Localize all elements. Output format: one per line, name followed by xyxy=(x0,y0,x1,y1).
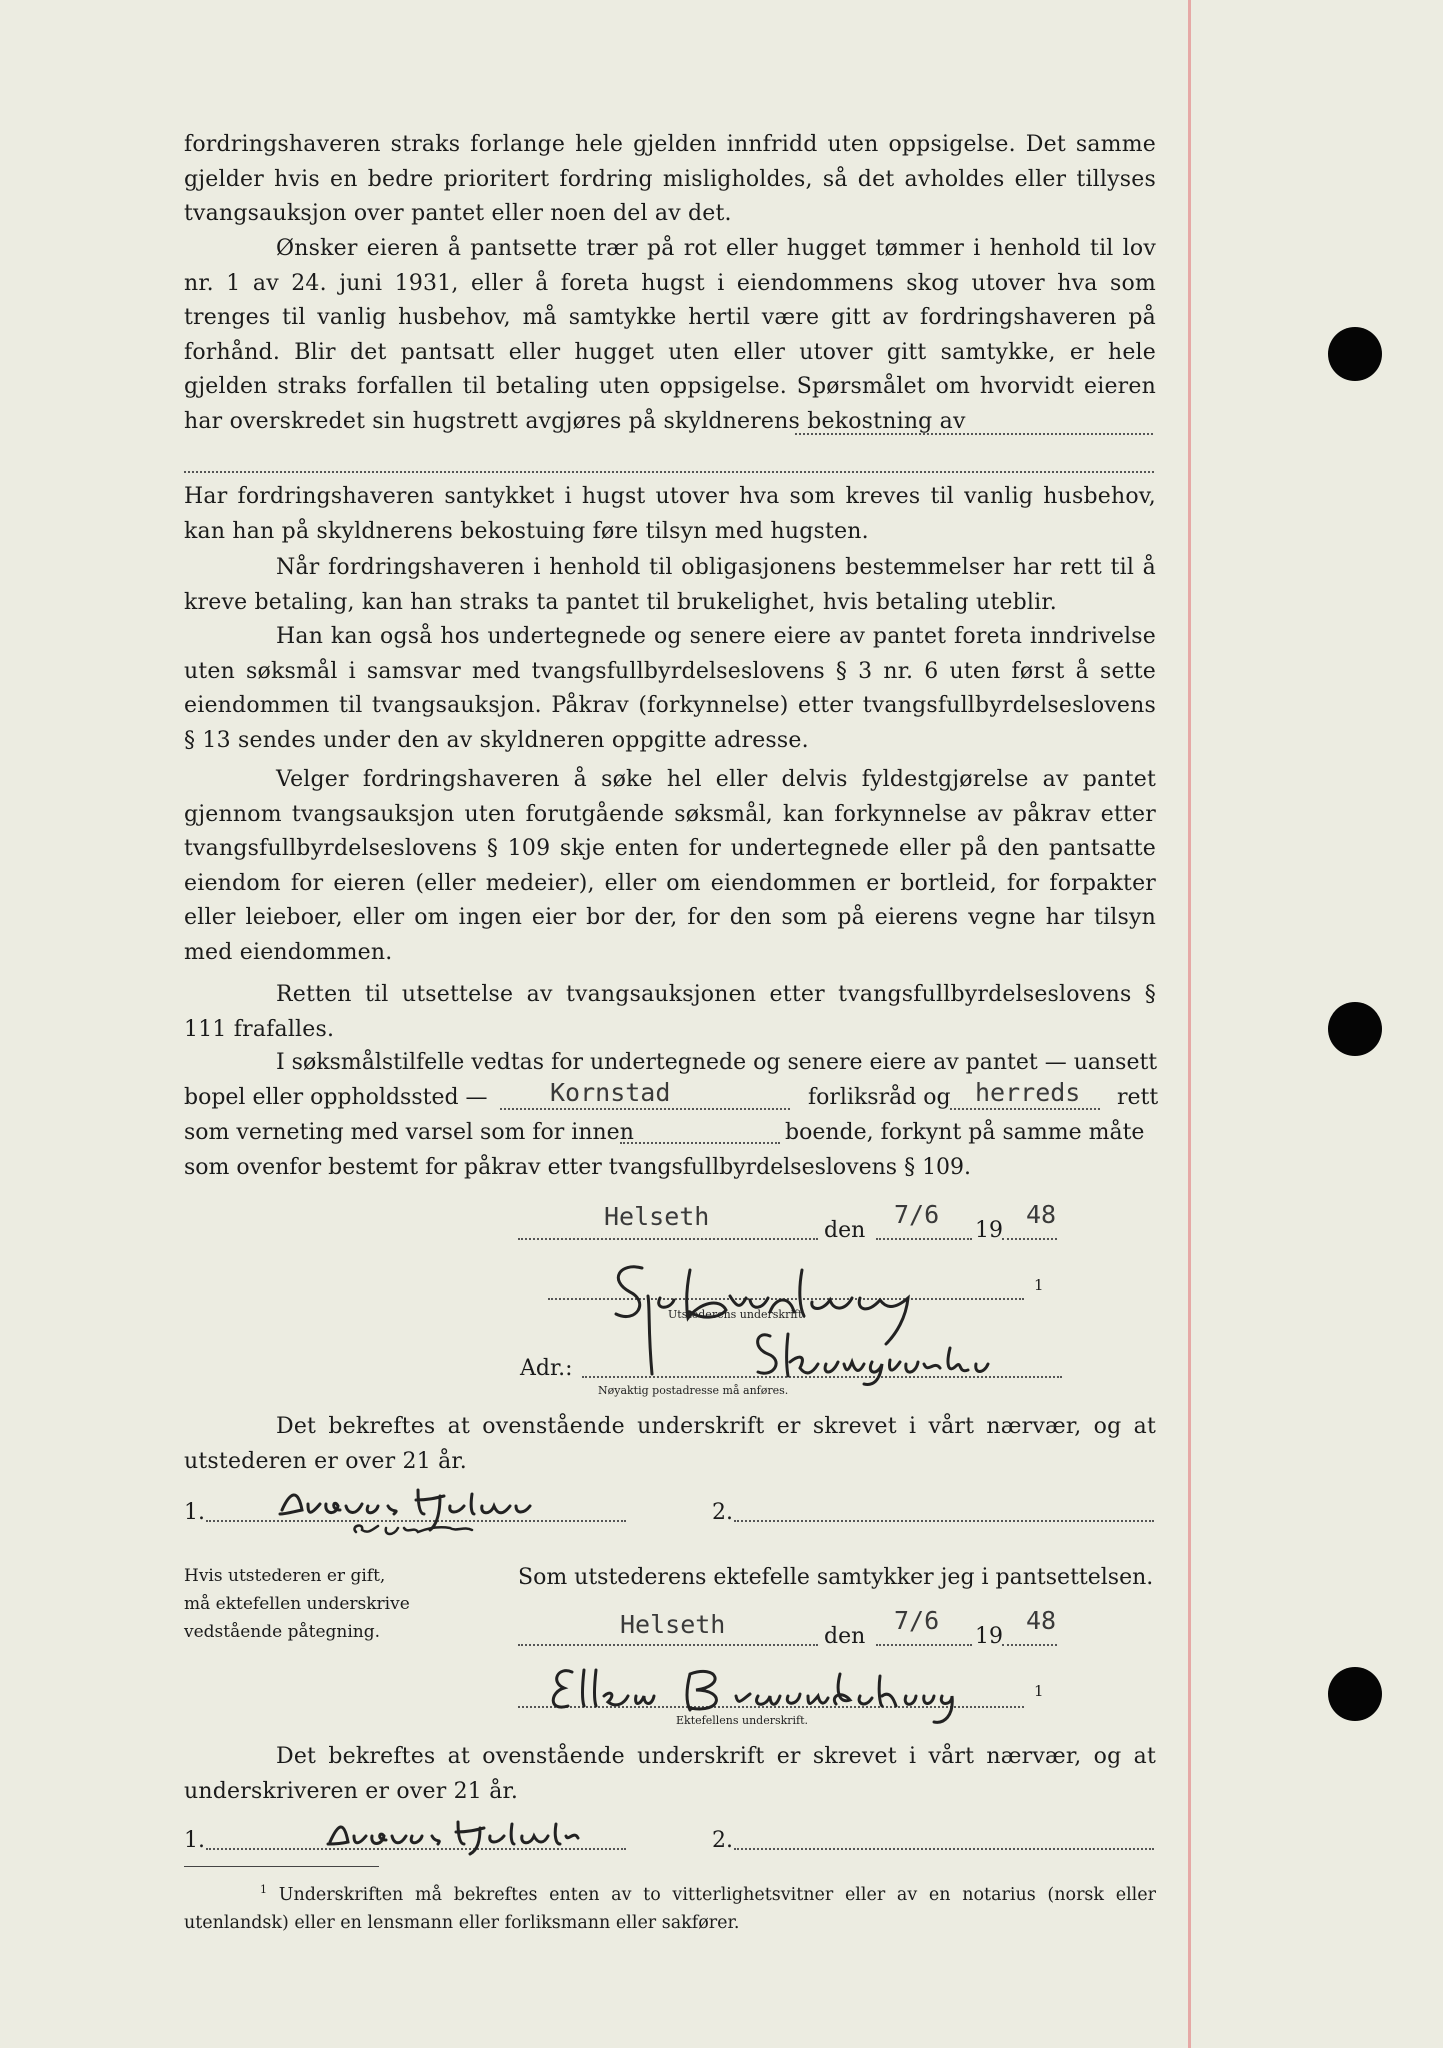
typed-place: Kornstad xyxy=(550,1078,671,1107)
typed-issuer-year: 48 xyxy=(1026,1200,1057,1229)
fill-line-spouse-place xyxy=(518,1644,818,1646)
typed-spouse-date: 7/6 xyxy=(894,1606,940,1635)
witness-1-line-2 xyxy=(734,1520,1154,1522)
binder-hole-3 xyxy=(1328,1667,1382,1721)
footnote xyxy=(184,1876,1156,1937)
fill-line-within xyxy=(620,1142,780,1144)
typed-spouse-place: Helseth xyxy=(620,1610,726,1639)
spouse-footnote-mark: 1 xyxy=(1034,1682,1044,1700)
fill-line-place xyxy=(500,1108,790,1110)
issuer-year-prefix: 19 xyxy=(975,1218,1003,1243)
fill-line-issuer-year xyxy=(1002,1238,1057,1240)
spouse-consent: Som utstederens ektefelle samtykker jeg i pantsettelsen. xyxy=(518,1565,1154,1590)
witness-1-statement: Det bekreftes at ovenstående underskrift er skrevet i vårt nærvær, og at utstederen er over 21 år. xyxy=(184,1414,1156,1474)
venue-rett: rett xyxy=(1117,1085,1159,1110)
issuer-signature-caption: Utstederens underskrift. xyxy=(668,1308,806,1321)
fill-line-expense-2 xyxy=(184,471,1154,473)
venue-line-4: som ovenfor bestemt for påkrav etter tvangsfullbyrdelseslovens § 109. xyxy=(184,1155,972,1180)
footnote-rule xyxy=(184,1866,379,1867)
footnote-text: Underskriften må bekreftes enten av to vitterlighetsvitner eller av en notarius (norsk eller utenlandsk) eller en lensmann eller forliksmann eller sakfører. xyxy=(184,1884,1156,1933)
issuer-den: den xyxy=(824,1218,866,1243)
binder-hole-2 xyxy=(1328,1002,1382,1056)
binder-hole-1 xyxy=(1328,327,1382,381)
paragraph-default-clause: fordringshaveren straks forlange hele gjelden innfridd uten oppsigelse. Det samme gjelder hvis en bedre prioritert fordring misligholdes, så det avholdes eller tillyses tvangsauksjon over pantet eller noen del av det. xyxy=(184,132,1156,226)
spouse-year-prefix: 19 xyxy=(975,1624,1003,1649)
fill-line-spouse-year xyxy=(1002,1644,1057,1646)
paragraph-postponement: Retten til utsettelse av tvangsauksjonen etter tvangsfullbyrdelseslovens § 111 frafalles. xyxy=(184,982,1156,1042)
venue-bopel: bopel eller oppholdssted — xyxy=(184,1085,488,1110)
address-handwriting-image xyxy=(748,1320,1008,1390)
witness-1-num-2: 2. xyxy=(712,1500,733,1525)
spouse-signature-caption: Ektefellens underskrift. xyxy=(676,1714,809,1727)
witness-2-num-1: 1. xyxy=(184,1828,205,1853)
address-caption: Nøyaktig postadresse må anføres. xyxy=(598,1384,789,1397)
paragraph-enforcement: Han kan også hos undertegnede og senere eiere av pantet foreta inndrivelse uten søksmål i samsvar med tvangsfullbyrdelseslovens § 3 nr. 6 uten først å sette eiendommen til tvangsauksjon. Påkrav (forkynnelse) etter tvangsfullbyrdelseslovens § 13 sendes under den av skyldneren oppgitte adresse. xyxy=(184,624,1156,753)
paragraph-possession: Når fordringshaveren i henhold til obligasjonens bestemmelser har rett til å kreve betaling, kan han straks ta pantet til brukelighet, hvis betaling uteblir. xyxy=(184,555,1156,615)
spouse-den: den xyxy=(824,1624,866,1649)
witness-2-statement: Det bekreftes at ovenstående underskrift er skrevet i vårt nærvær, og at underskriveren er over 21 år. xyxy=(184,1744,1156,1804)
witness-1-signature-image xyxy=(268,1470,598,1550)
typed-issuer-place: Helseth xyxy=(604,1202,710,1231)
fill-line-court xyxy=(950,1108,1100,1110)
venue-line-3a: som verneting med varsel som for innen xyxy=(184,1120,634,1145)
witness-2-num-2: 2. xyxy=(712,1828,733,1853)
typed-spouse-year: 48 xyxy=(1026,1606,1057,1635)
married-note: Hvis utstederen er gift, må ektefellen underskrive vedstående påtegning. xyxy=(184,1566,410,1642)
venue-line-1: I søksmålstilfelle vedtas for undertegnede og senere eiere av pantet — uansett xyxy=(276,1050,1158,1075)
typed-issuer-date: 7/6 xyxy=(894,1200,940,1229)
venue-line-3b: boende, forkynt på samme måte xyxy=(785,1120,1145,1145)
address-label: Adr.: xyxy=(520,1356,573,1381)
issuer-footnote-mark: 1 xyxy=(1034,1276,1044,1294)
paragraph-timber-clause: Ønsker eieren å pantsette trær på rot eller hugget tømmer i henhold til lov nr. 1 av 24. juni 1931, eller å foreta hugst i eiendommens skog utover hva som trenges til vanlig husbehov, må samtykke hertil være gitt av fordringshaveren på forhånd. Blir det pantsatt eller hugget uten eller utover gitt samtykke, er hele gjelden straks forfallen til betaling uten oppsigelse. Spørsmålet om hvorvidt eieren har overskredet sin hugstrett avgjøres på skyldnerens bekostning av xyxy=(184,236,1156,434)
witness-1-num-1: 1. xyxy=(184,1500,205,1525)
paragraph-supervision: Har fordringshaveren santykket i hugst utover hva som kreves til vanlig husbehov, kan han på skyldnerens bekostuing føre tilsyn med hugsten. xyxy=(184,484,1156,544)
witness-2-signature-image xyxy=(318,1808,638,1856)
paragraph-auction: Velger fordringshaveren å søke hel eller delvis fyldestgjørelse av pantet gjennom tvangsauksjon uten forutgående søksmål, kan forkynnelse av påkrav etter tvangsfullbyrdelseslovens § 109 skje enten for undertegnede eller på den pantsatte eiendom for eieren (eller medeier), eller om eiendommen er bortleid, for forpakter eller leieboer, eller om ingen eier bor der, for den som på eierens vegne har tilsyn med eiendommen. xyxy=(184,767,1156,965)
fill-line-expense xyxy=(795,433,1153,435)
fill-line-spouse-date xyxy=(876,1644,972,1646)
footnote-mark: 1 xyxy=(260,1883,267,1896)
venue-forliksrad: forliksråd og xyxy=(808,1085,951,1110)
witness-2-line-2 xyxy=(734,1848,1154,1850)
margin-rule xyxy=(1188,0,1191,2048)
typed-court: herreds xyxy=(975,1078,1081,1107)
